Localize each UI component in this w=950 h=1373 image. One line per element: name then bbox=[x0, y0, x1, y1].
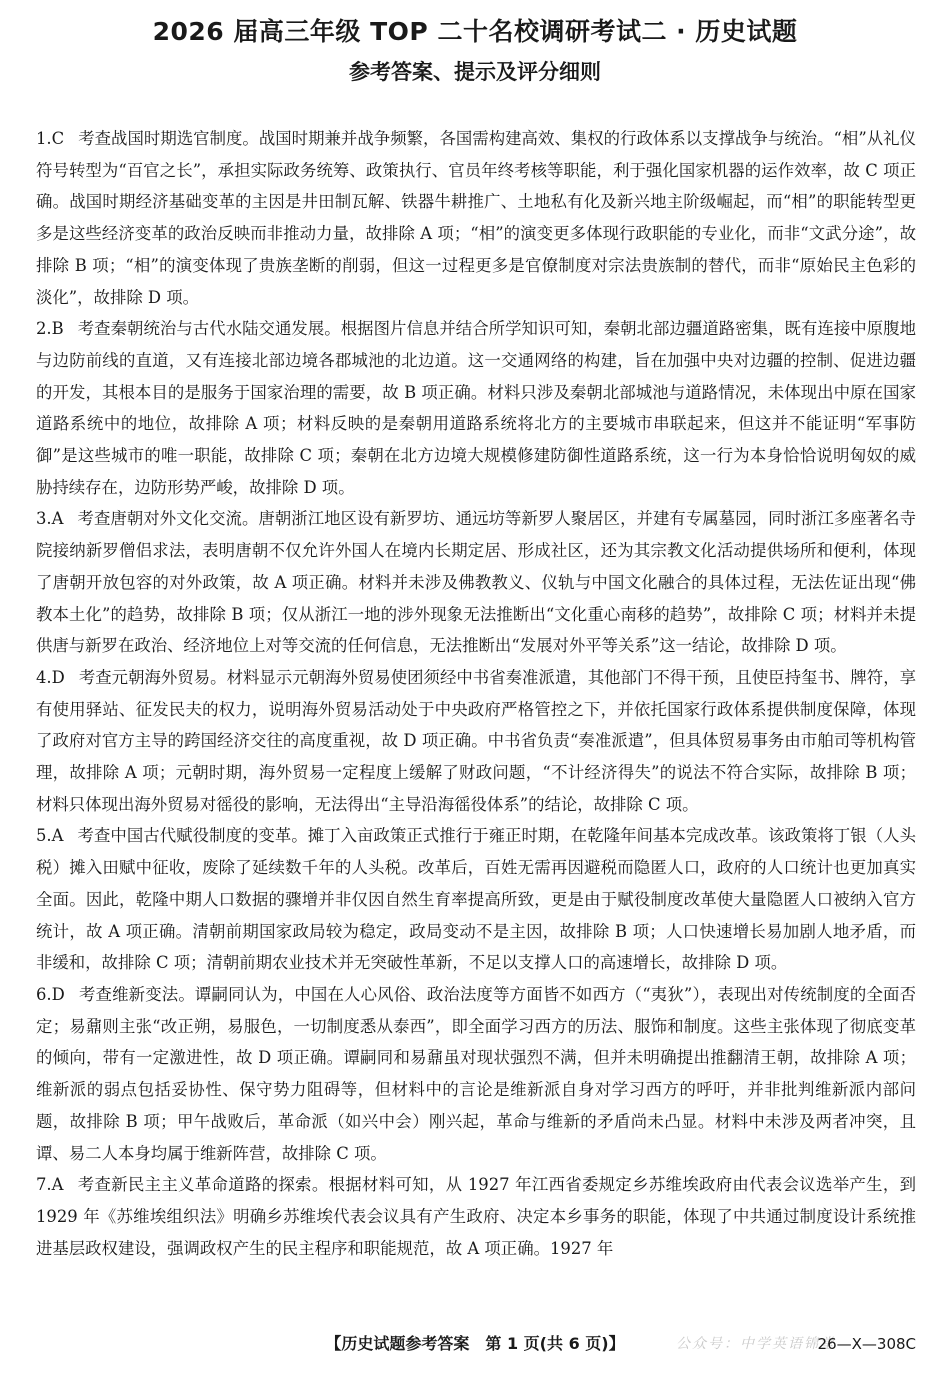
item-answer: B bbox=[51, 319, 64, 339]
answer-item-1 bbox=[36, 123, 916, 313]
item-number: 2. bbox=[36, 319, 52, 339]
document-code: 26—X—308C bbox=[817, 1335, 916, 1353]
item-answer: D bbox=[51, 667, 65, 687]
page-number-label: 【历史试题参考答案 第 1 页(共 6 页)】 bbox=[325, 1334, 625, 1353]
answer-list bbox=[36, 123, 916, 1264]
item-answer: C bbox=[51, 129, 65, 148]
item-number: 5. bbox=[36, 826, 52, 846]
item-answer: A bbox=[51, 509, 64, 529]
answer-item-3 bbox=[36, 503, 916, 662]
item-number: 4. bbox=[36, 667, 52, 687]
item-number: 3. bbox=[36, 509, 52, 529]
item-number: 1. bbox=[36, 129, 52, 148]
answer-item-7 bbox=[36, 1169, 916, 1264]
answer-item-5 bbox=[36, 820, 916, 979]
answer-item-4 bbox=[36, 662, 916, 821]
item-explanation: 考查元朝海外贸易。材料显示元朝海外贸易使团须经中书省奏准派遣，其他部门不得干预，且使臣持玺书、牌符，享有使用驿站、征发民夫的权力，说明海外贸易活动处于中央政府严格管控之下，并依托国家行政体系提供制度保障，体现了政府对官方主导的跨国经济交往的高度重视，故 D 项正确。中书省负责“奏准派遣”，但具体贸易事务由市舶司等机构管理，故排除 A 项；元朝时期，海外贸易一定程度上缓解了财政问题，“不计经济得失”的说法不符合实际，故排除 B 项；材料只体现出海外贸易对徭役的影响，无法得出“主导沿海徭役体系”的结论，故排除 C 项。 bbox=[36, 667, 916, 814]
watermark-text: 公众号：中学英语锦堂 bbox=[676, 1336, 836, 1352]
item-explanation: 考查中国古代赋役制度的变革。摊丁入亩政策正式推行于雍正时期，在乾隆年间基本完成改革。该政策将丁银（人头税）摊入田赋中征收，废除了延续数千年的人头税。改革后，百姓无需再因避税而隐匿人口，政府的人口统计也更加真实全面。因此，乾隆中期人口数据的骤增并非仅因自然生育率提高所致，更是由于赋役制度改革使大量隐匿人口被纳入官方统计，故 A 项正确。清朝前期国家政局较为稳定，政局变动不是主因，故排除 B 项；人口快速增长易加剧人地矛盾，而非缓和，故排除 C 项；清朝前期农业技术并无突破性革新，不足以支撑人口的高速增长，故排除 D 项。 bbox=[36, 826, 916, 973]
item-answer: D bbox=[51, 984, 65, 1004]
item-answer: A bbox=[51, 826, 64, 846]
item-answer: A bbox=[51, 1175, 64, 1195]
item-explanation: 考查维新变法。谭嗣同认为，中国在人心风俗、政治法度等方面皆不如西方（“夷狄”），表现出对传统制度的全面否定；易鼐则主张“改正朔，易服色，一切制度悉从泰西”，即全面学习西方的历法、服饰和制度。这些主张体现了彻底变革的倾向，带有一定激进性，故 D 项正确。谭嗣同和易鼐虽对现状强烈不满，但并未明确提出推翻清王朝，故排除 A 项；维新派的弱点包括妥协性、保守势力阻碍等，但材料中的言论是维新派自身对学习西方的呼吁，并非批判维新派内部问题，故排除 B 项；甲午战败后，革命派（如兴中会）刚兴起，革命与维新的矛盾尚未凸显。材料中未涉及两者冲突，且谭、易二人本身均属于维新阵营，故排除 C 项。 bbox=[36, 984, 916, 1163]
item-explanation: 考查唐朝对外文化交流。唐朝浙江地区设有新罗坊、通远坊等新罗人聚居区，并建有专属墓园，同时浙江多座著名寺院接纳新罗僧侣求法，表明唐朝不仅允许外国人在境内长期定居、形成社区，还为其宗教文化活动提供场所和便利，体现了唐朝开放包容的对外政策，故 A 项正确。材料并未涉及佛教教义、仪轨与中国文化融合的具体过程，无法佐证出现“佛教本土化”的趋势，故排除 B 项；仅从浙江一地的涉外现象无法推断出“文化重心南移的趋势”，故排除 C 项；材料并未提供唐与新罗在政治、经济地位上对等交流的任何信息，无法推断出“发展对外平等关系”这一结论，故排除 D 项。 bbox=[36, 509, 916, 656]
item-explanation: 考查新民主主义革命道路的探索。根据材料可知，从 1927 年江西省委规定乡苏维埃政府由代表会议选举产生，到 1929 年《苏维埃组织法》明确乡苏维埃代表会议具有产生政府、决定本乡事务的职能，体现了中共通过制度设计系统推进基层政权建设，强调政权产生的民主程序和职能规范，故 A 项正确。1927 年 bbox=[36, 1175, 916, 1258]
document-subtitle: 参考答案、提示及评分细则 bbox=[349, 60, 601, 84]
item-number: 6. bbox=[36, 984, 52, 1004]
answer-item-6 bbox=[36, 979, 916, 1169]
item-number: 7. bbox=[36, 1175, 52, 1195]
answer-item-2 bbox=[36, 313, 916, 503]
item-explanation: 考查战国时期选官制度。战国时期兼并战争频繁，各国需构建高效、集权的行政体系以支撑战争与统治。“相”从礼仪符号转型为“百官之长”，承担实际政务统筹、政策执行、官员年终考核等职能，利于强化国家机器的运作效率，故 C 项正确。战国时期经济基础变革的主因是井田制瓦解、铁器牛耕推广、土地私有化及新兴地主阶级崛起，而“相”的职能转型更多是这些经济变革的政治反映而非推动力量，故排除 A 项；“相”的演变更多体现行政职能的专业化，而非“文武分途”，故排除 B 项；“相”的演变体现了贵族垄断的削弱，但这一过程更多是官僚制度对宗法贵族制的替代，而非“原始民主色彩的淡化”，故排除 D 项。 bbox=[36, 129, 916, 307]
document-title: 2026 届高三年级 TOP 二十名校调研考试二 · 历史试题 bbox=[152, 17, 798, 46]
page-footer bbox=[0, 1329, 950, 1359]
item-explanation: 考查秦朝统治与古代水陆交通发展。根据图片信息并结合所学知识可知，秦朝北部边疆道路密集，既有连接中原腹地与边防前线的直道，又有连接北部边境各郡城池的北边道。这一交通网络的构建，旨在加强中央对边疆的控制、促进边疆的开发，其根本目的是服务于国家治理的需要，故 B 项正确。材料只涉及秦朝北部城池与道路情况，未体现出中原在国家道路系统中的地位，故排除 A 项；材料反映的是秦朝用道路系统将北方的主要城市串联起来，但这并不能证明“军事防御”是这些城市的唯一职能，故排除 C 项；秦朝在北方边境大规模修建防御性道路系统，这一行为本身恰恰说明匈奴的威胁持续存在，边防形势严峻，故排除 D 项。 bbox=[36, 319, 916, 497]
